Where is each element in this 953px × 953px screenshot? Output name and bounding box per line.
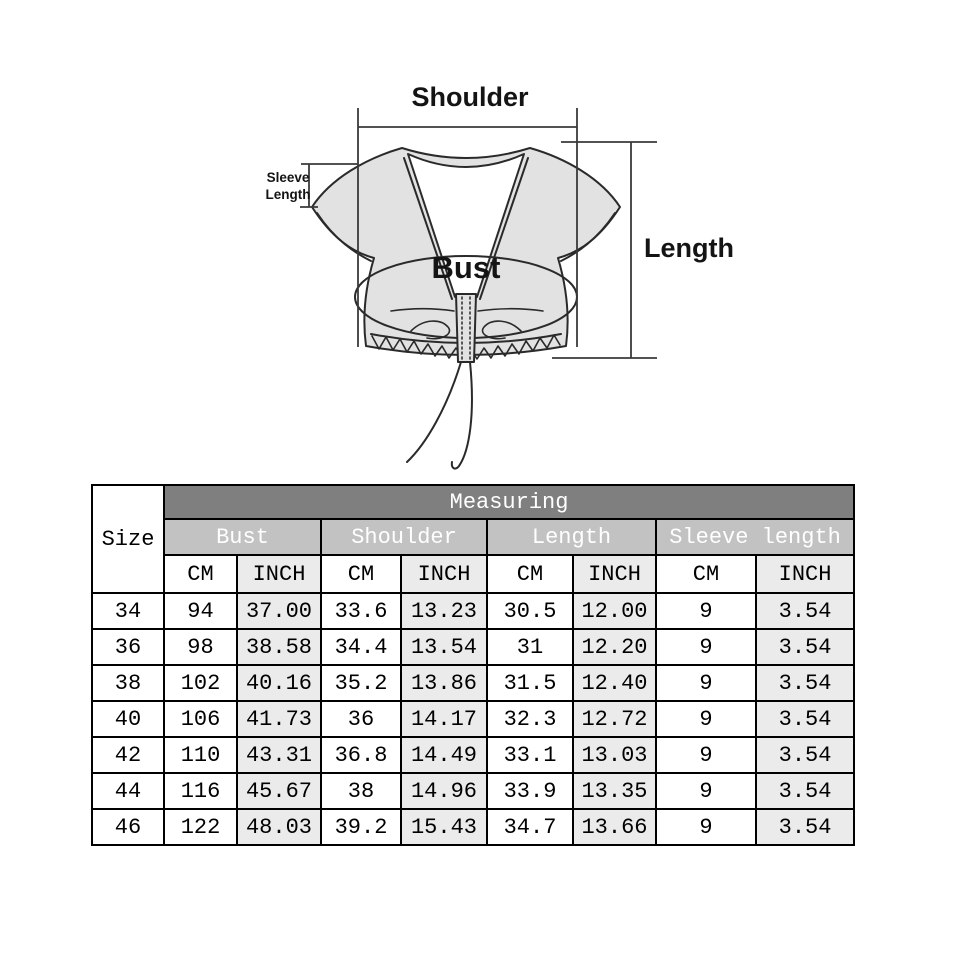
front-placket — [456, 294, 476, 362]
sleeve-inch-cell: 3.54 — [756, 593, 854, 629]
length-inch-cell: 13.66 — [573, 809, 656, 845]
shoulder-inch-cell: 13.86 — [401, 665, 487, 701]
measuring-title-cell: Measuring — [164, 485, 854, 519]
bust-inch-cell: 40.16 — [237, 665, 321, 701]
bust-inch-cell: 45.67 — [237, 773, 321, 809]
sleeve-length-label-line1: Sleeve — [266, 170, 310, 185]
sleeve-inch-cell: 3.54 — [756, 737, 854, 773]
length-cm-cell: 32.3 — [487, 701, 573, 737]
unit-cell-inch: INCH — [401, 555, 487, 593]
sleeve-inch-cell: 3.54 — [756, 629, 854, 665]
group-sleeve-length: Sleeve length — [656, 519, 854, 555]
shoulder-cm-cell: 35.2 — [321, 665, 401, 701]
shoulder-cm-cell: 34.4 — [321, 629, 401, 665]
bust-cm-cell: 116 — [164, 773, 237, 809]
unit-cell-cm: CM — [487, 555, 573, 593]
unit-cell-inch: INCH — [573, 555, 656, 593]
bust-inch-cell: 37.00 — [237, 593, 321, 629]
length-label: Length — [644, 233, 734, 263]
size-cell: 44 — [92, 773, 164, 809]
sleeve-length-label-line2: Length — [265, 187, 311, 202]
length-inch-cell: 12.40 — [573, 665, 656, 701]
table-row — [92, 737, 854, 773]
sleeve-cm-cell: 9 — [656, 809, 756, 845]
bust-cm-cell: 98 — [164, 629, 237, 665]
length-inch-cell: 12.20 — [573, 629, 656, 665]
size-cell: 46 — [92, 809, 164, 845]
unit-cell-cm: CM — [321, 555, 401, 593]
bust-label: Bust — [431, 250, 501, 285]
size-cell: 34 — [92, 593, 164, 629]
shoulder-cm-cell: 36.8 — [321, 737, 401, 773]
sleeve-inch-cell: 3.54 — [756, 809, 854, 845]
bust-cm-cell: 122 — [164, 809, 237, 845]
bust-inch-cell: 38.58 — [237, 629, 321, 665]
length-inch-cell: 13.03 — [573, 737, 656, 773]
unit-cell-inch: INCH — [237, 555, 321, 593]
shoulder-inch-cell: 15.43 — [401, 809, 487, 845]
sleeve-cm-cell: 9 — [656, 665, 756, 701]
length-cm-cell: 33.9 — [487, 773, 573, 809]
size-table — [91, 484, 855, 846]
length-cm-cell: 30.5 — [487, 593, 573, 629]
size-corner-cell: Size — [92, 485, 164, 593]
shoulder-inch-cell: 14.17 — [401, 701, 487, 737]
sleeve-cm-cell: 9 — [656, 701, 756, 737]
tie-string-left — [407, 362, 461, 462]
size-cell: 40 — [92, 701, 164, 737]
length-inch-cell: 12.72 — [573, 701, 656, 737]
group-length: Length — [487, 519, 656, 555]
length-cm-cell: 31 — [487, 629, 573, 665]
shoulder-inch-cell: 13.54 — [401, 629, 487, 665]
group-bust: Bust — [164, 519, 321, 555]
size-cell: 42 — [92, 737, 164, 773]
unit-cell-inch: INCH — [756, 555, 854, 593]
length-cm-cell: 34.7 — [487, 809, 573, 845]
sleeve-cm-cell: 9 — [656, 737, 756, 773]
table-row — [92, 665, 854, 701]
bust-cm-cell: 106 — [164, 701, 237, 737]
shoulder-cm-cell: 33.6 — [321, 593, 401, 629]
unit-cell-cm: CM — [164, 555, 237, 593]
sleeve-cm-cell: 9 — [656, 593, 756, 629]
sleeve-inch-cell: 3.54 — [756, 773, 854, 809]
length-inch-cell: 13.35 — [573, 773, 656, 809]
bust-cm-cell: 102 — [164, 665, 237, 701]
shoulder-inch-cell: 13.23 — [401, 593, 487, 629]
bust-inch-cell: 43.31 — [237, 737, 321, 773]
shoulder-cm-cell: 39.2 — [321, 809, 401, 845]
table-row — [92, 773, 854, 809]
group-shoulder: Shoulder — [321, 519, 487, 555]
length-inch-cell: 12.00 — [573, 593, 656, 629]
size-cell: 36 — [92, 629, 164, 665]
table-unit-row — [92, 555, 854, 593]
table-row — [92, 809, 854, 845]
table-row — [92, 593, 854, 629]
sleeve-inch-cell: 3.54 — [756, 665, 854, 701]
table-group-row — [92, 519, 854, 555]
shoulder-cm-cell: 38 — [321, 773, 401, 809]
unit-cell-cm: CM — [656, 555, 756, 593]
shoulder-inch-cell: 14.96 — [401, 773, 487, 809]
bust-cm-cell: 110 — [164, 737, 237, 773]
sleeve-inch-cell: 3.54 — [756, 701, 854, 737]
bust-inch-cell: 48.03 — [237, 809, 321, 845]
shoulder-cm-cell: 36 — [321, 701, 401, 737]
shoulder-inch-cell: 14.49 — [401, 737, 487, 773]
table-row — [92, 701, 854, 737]
table-row — [92, 629, 854, 665]
length-cm-cell: 31.5 — [487, 665, 573, 701]
shoulder-label: Shoulder — [411, 82, 529, 112]
size-cell: 38 — [92, 665, 164, 701]
table-title-row — [92, 485, 854, 519]
length-cm-cell: 33.1 — [487, 737, 573, 773]
bust-cm-cell: 94 — [164, 593, 237, 629]
bust-inch-cell: 41.73 — [237, 701, 321, 737]
sleeve-cm-cell: 9 — [656, 773, 756, 809]
sleeve-cm-cell: 9 — [656, 629, 756, 665]
